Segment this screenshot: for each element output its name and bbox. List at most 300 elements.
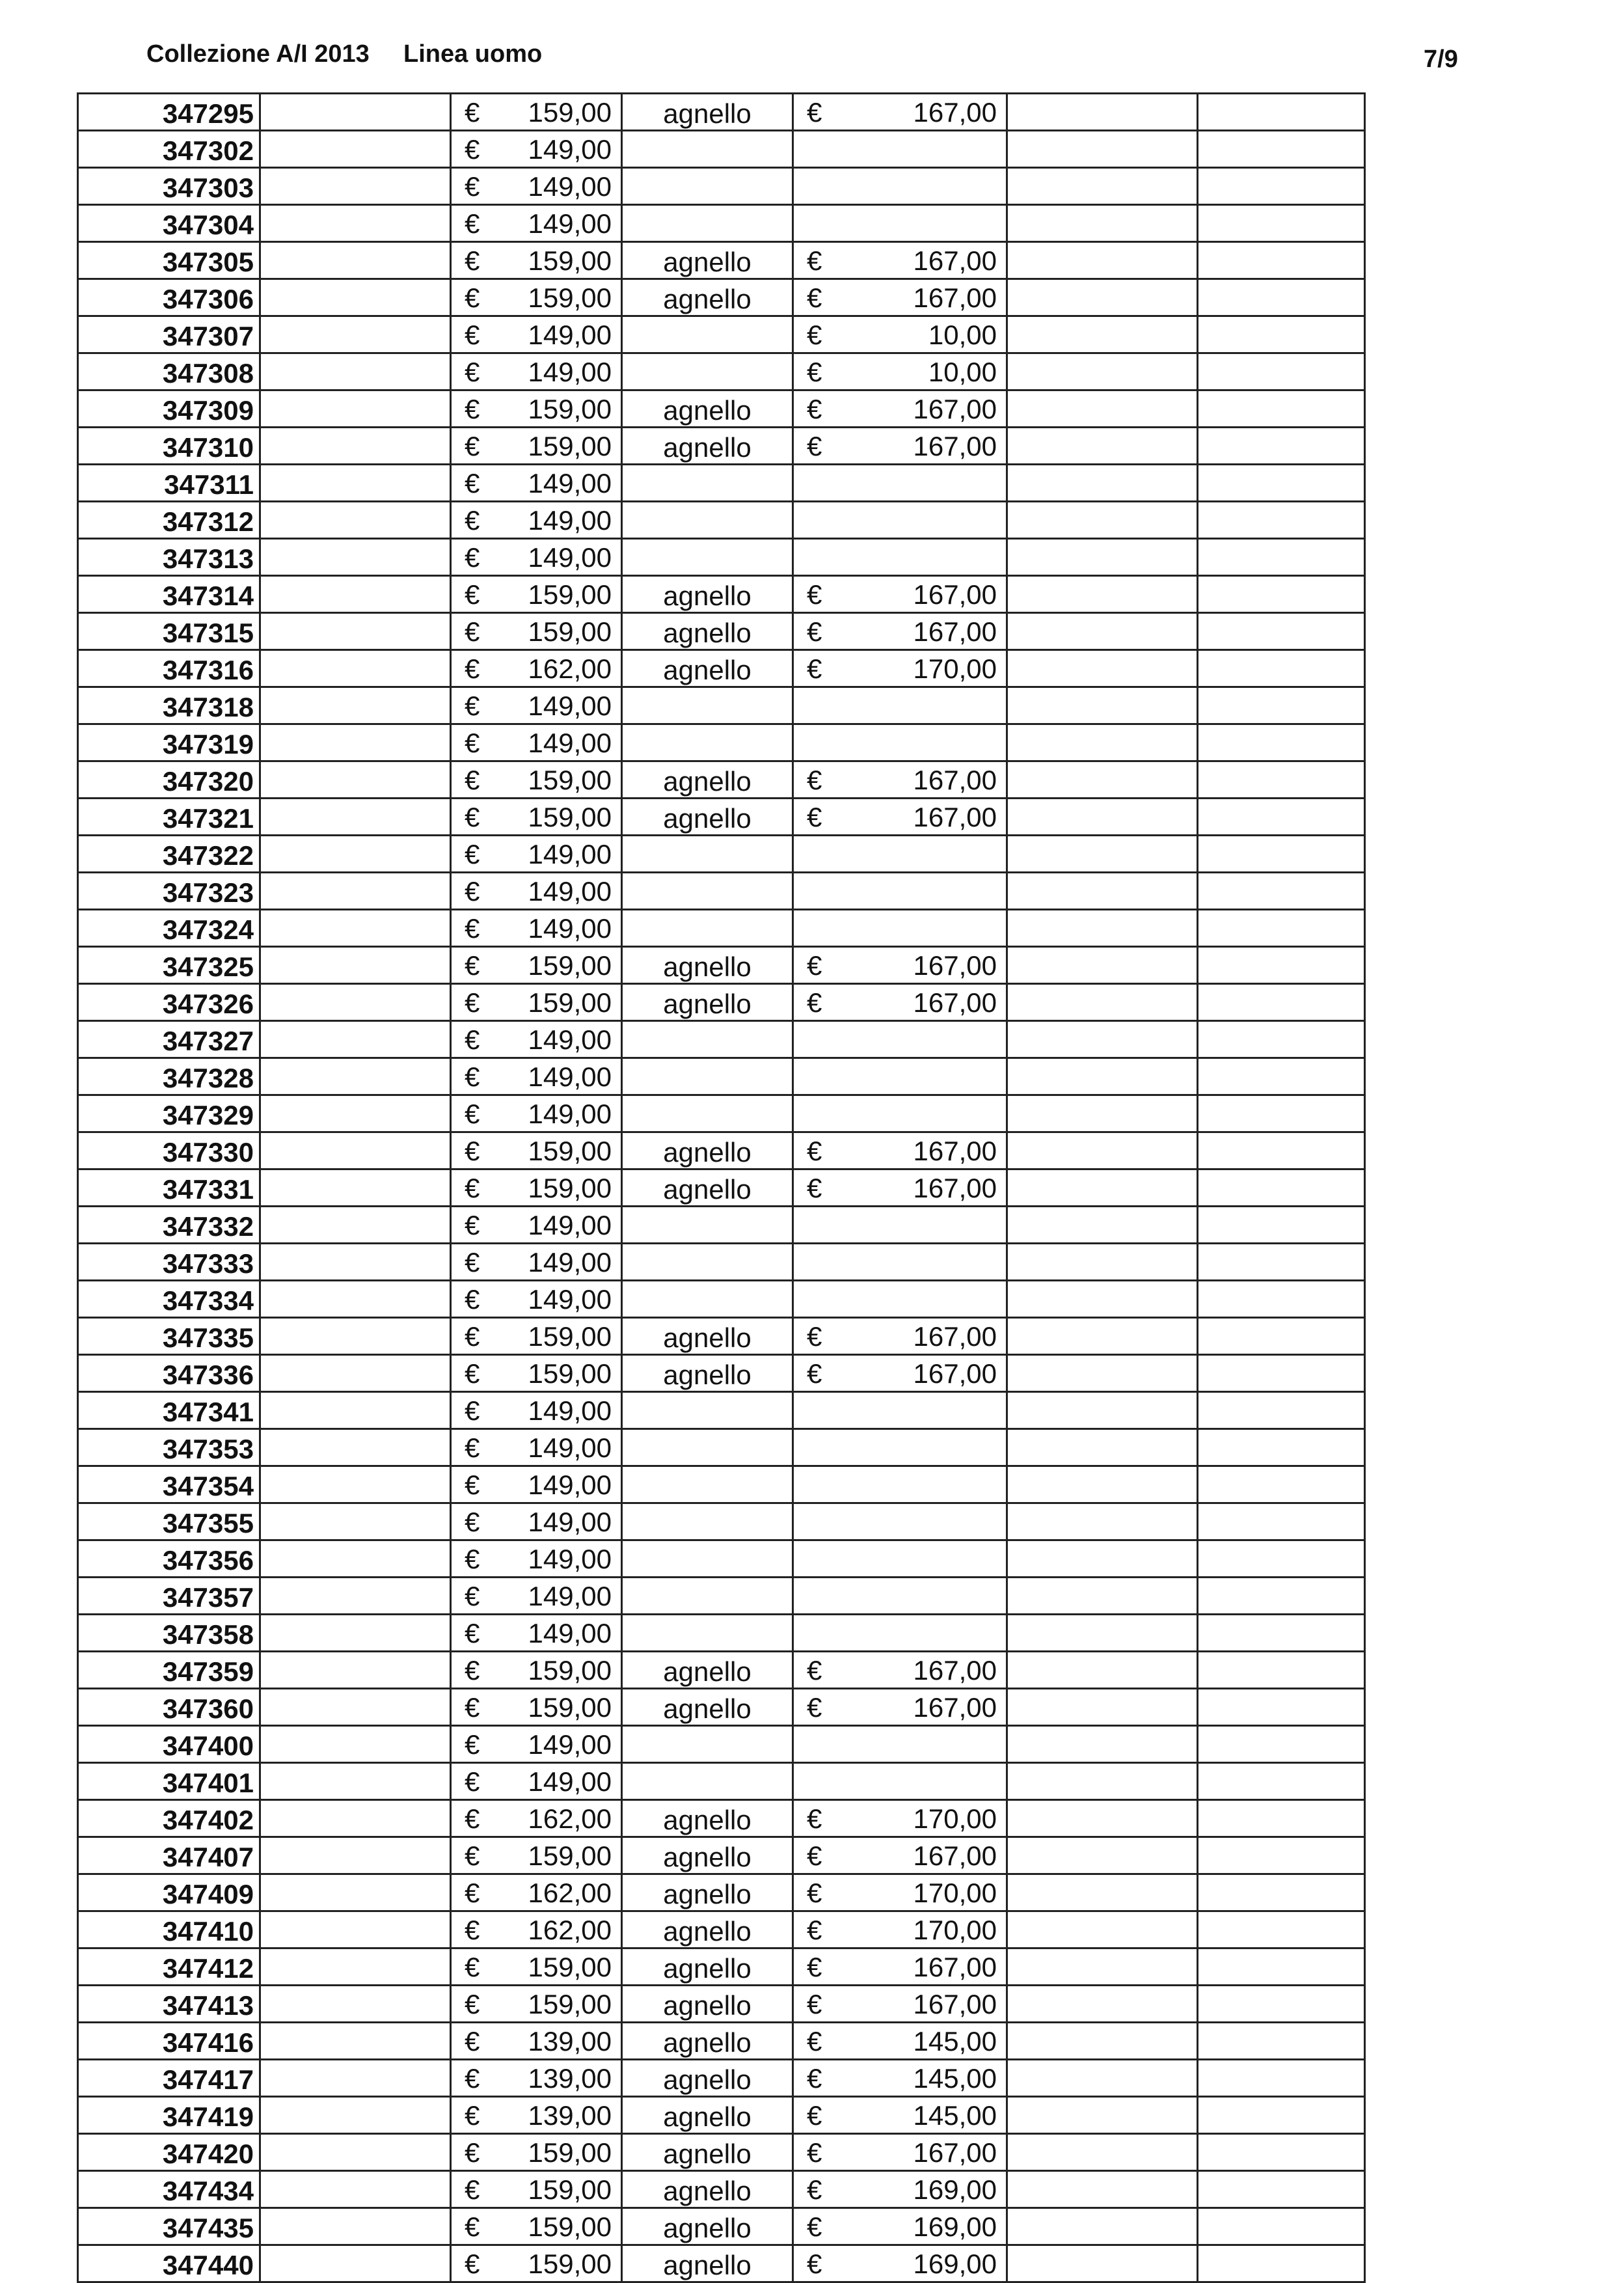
extra-price-value: 167,00 — [913, 2137, 997, 2168]
price-cell — [451, 2245, 622, 2282]
table-row — [78, 1429, 1365, 1466]
price-value: 159,00 — [528, 765, 612, 795]
price-cell — [451, 2134, 622, 2171]
material-cell: agnello — [622, 2097, 793, 2134]
price-value: 149,00 — [528, 1507, 612, 1537]
article-code: 347306 — [78, 279, 260, 316]
empty-cell — [260, 1392, 451, 1429]
article-code: 347318 — [78, 687, 260, 724]
empty-cell — [260, 1540, 451, 1578]
euro-symbol: € — [807, 2137, 822, 2168]
empty-cell — [1198, 1132, 1365, 1169]
empty-cell — [260, 1466, 451, 1503]
empty-cell — [260, 1800, 451, 1837]
article-code: 347313 — [78, 539, 260, 576]
price-cell — [451, 2023, 622, 2060]
euro-symbol: € — [807, 1952, 822, 1982]
euro-symbol: € — [807, 1136, 822, 1166]
table-row — [78, 1132, 1365, 1169]
material-cell — [622, 873, 793, 910]
extra-price-cell — [793, 1281, 1007, 1318]
table-row — [78, 1281, 1365, 1318]
empty-cell — [260, 1986, 451, 2023]
empty-cell — [1007, 724, 1198, 761]
price-cell — [451, 502, 622, 539]
empty-cell — [1007, 279, 1198, 316]
euro-symbol: € — [465, 2100, 480, 2131]
euro-symbol: € — [465, 1803, 480, 1834]
extra-price-cell — [793, 1837, 1007, 1874]
table-row — [78, 205, 1365, 242]
empty-cell — [1007, 576, 1198, 613]
article-code: 347325 — [78, 947, 260, 984]
price-value: 149,00 — [528, 1210, 612, 1240]
table-row — [78, 873, 1365, 910]
article-code: 347332 — [78, 1207, 260, 1244]
table-row — [78, 1392, 1365, 1429]
empty-cell — [1007, 687, 1198, 724]
empty-cell — [1007, 131, 1198, 168]
article-code: 347354 — [78, 1466, 260, 1503]
empty-cell — [1007, 1874, 1198, 1911]
table-row — [78, 2060, 1365, 2097]
extra-price-value: 169,00 — [913, 2211, 997, 2242]
euro-symbol: € — [465, 2249, 480, 2279]
extra-price-cell — [793, 502, 1007, 539]
article-code: 347356 — [78, 1540, 260, 1578]
article-code: 347407 — [78, 1837, 260, 1874]
empty-cell — [260, 1578, 451, 1615]
empty-cell — [1198, 1281, 1365, 1318]
material-cell: agnello — [622, 1948, 793, 1986]
empty-cell — [1007, 2060, 1198, 2097]
extra-price-cell — [793, 687, 1007, 724]
empty-cell — [1198, 502, 1365, 539]
price-cell — [451, 1986, 622, 2023]
price-value: 159,00 — [528, 1358, 612, 1389]
price-value: 159,00 — [528, 1692, 612, 1723]
material-cell — [622, 353, 793, 390]
extra-price-cell — [793, 836, 1007, 873]
price-cell — [451, 873, 622, 910]
euro-symbol: € — [807, 616, 822, 647]
article-code: 347321 — [78, 799, 260, 836]
extra-price-cell — [793, 1318, 1007, 1355]
price-value: 149,00 — [528, 1061, 612, 1092]
empty-cell — [260, 576, 451, 613]
empty-cell — [1198, 428, 1365, 465]
article-code: 347303 — [78, 168, 260, 205]
empty-cell — [1198, 539, 1365, 576]
price-cell — [451, 1169, 622, 1207]
empty-cell — [1198, 465, 1365, 502]
empty-cell — [260, 836, 451, 873]
empty-cell — [260, 131, 451, 168]
extra-price-cell — [793, 2208, 1007, 2245]
material-cell — [622, 1615, 793, 1652]
euro-symbol: € — [465, 579, 480, 610]
table-row — [78, 1021, 1365, 1058]
table-row — [78, 316, 1365, 353]
article-code: 347336 — [78, 1355, 260, 1392]
material-cell — [622, 1281, 793, 1318]
empty-cell — [260, 1948, 451, 1986]
price-value: 149,00 — [528, 468, 612, 499]
empty-cell — [260, 2023, 451, 2060]
empty-cell — [1007, 2245, 1198, 2282]
table-row — [78, 502, 1365, 539]
euro-symbol: € — [807, 1321, 822, 1352]
article-code: 347413 — [78, 1986, 260, 2023]
price-value: 149,00 — [528, 1432, 612, 1463]
euro-symbol: € — [465, 2026, 480, 2057]
table-row — [78, 650, 1365, 687]
empty-cell — [260, 1169, 451, 1207]
material-cell: agnello — [622, 2245, 793, 2282]
extra-price-cell — [793, 1689, 1007, 1726]
empty-cell — [1198, 2171, 1365, 2208]
extra-price-value: 167,00 — [913, 1952, 997, 1982]
extra-price-cell — [793, 279, 1007, 316]
article-code: 347410 — [78, 1911, 260, 1948]
price-cell — [451, 836, 622, 873]
price-value: 149,00 — [528, 839, 612, 869]
empty-cell — [1007, 1986, 1198, 2023]
extra-price-value: 169,00 — [913, 2249, 997, 2279]
material-cell — [622, 205, 793, 242]
euro-symbol: € — [465, 542, 480, 573]
price-value: 149,00 — [528, 1247, 612, 1278]
extra-price-cell — [793, 799, 1007, 836]
price-cell — [451, 1578, 622, 1615]
euro-symbol: € — [807, 1655, 822, 1686]
price-value: 159,00 — [528, 2249, 612, 2279]
table-row — [78, 1800, 1365, 1837]
material-cell — [622, 1429, 793, 1466]
euro-symbol: € — [807, 2211, 822, 2242]
table-row — [78, 1503, 1365, 1540]
price-cell — [451, 1318, 622, 1355]
extra-price-value: 170,00 — [913, 1803, 997, 1834]
empty-cell — [1198, 947, 1365, 984]
empty-cell — [260, 1874, 451, 1911]
euro-symbol: € — [465, 1878, 480, 1908]
euro-symbol: € — [465, 987, 480, 1018]
extra-price-cell — [793, 947, 1007, 984]
empty-cell — [260, 984, 451, 1021]
empty-cell — [260, 1652, 451, 1689]
empty-cell — [260, 650, 451, 687]
extra-price-value: 167,00 — [913, 431, 997, 461]
euro-symbol: € — [807, 802, 822, 832]
price-value: 159,00 — [528, 579, 612, 610]
extra-price-value: 167,00 — [913, 1840, 997, 1871]
table-row — [78, 1466, 1365, 1503]
empty-cell — [1007, 947, 1198, 984]
extra-price-cell — [793, 650, 1007, 687]
euro-symbol: € — [807, 2063, 822, 2094]
price-value: 149,00 — [528, 1284, 612, 1315]
empty-cell — [1198, 1689, 1365, 1726]
empty-cell — [1007, 1244, 1198, 1281]
empty-cell — [1198, 390, 1365, 428]
material-cell: agnello — [622, 279, 793, 316]
empty-cell — [1198, 1207, 1365, 1244]
price-value: 149,00 — [528, 505, 612, 536]
material-cell — [622, 1540, 793, 1578]
euro-symbol: € — [465, 1507, 480, 1537]
empty-cell — [1198, 205, 1365, 242]
extra-price-cell — [793, 1466, 1007, 1503]
price-cell — [451, 1058, 622, 1095]
material-cell — [622, 1095, 793, 1132]
empty-cell — [1198, 1244, 1365, 1281]
price-value: 149,00 — [528, 357, 612, 387]
empty-cell — [260, 502, 451, 539]
extra-price-value: 167,00 — [913, 802, 997, 832]
extra-price-value: 167,00 — [913, 987, 997, 1018]
extra-price-cell — [793, 1021, 1007, 1058]
article-code: 347412 — [78, 1948, 260, 1986]
extra-price-cell — [793, 984, 1007, 1021]
table-row — [78, 1578, 1365, 1615]
material-cell: agnello — [622, 613, 793, 650]
article-code: 347324 — [78, 910, 260, 947]
material-cell: agnello — [622, 761, 793, 799]
extra-price-value: 167,00 — [913, 616, 997, 647]
empty-cell — [1198, 1021, 1365, 1058]
empty-cell — [260, 390, 451, 428]
material-cell: agnello — [622, 94, 793, 131]
euro-symbol: € — [465, 616, 480, 647]
price-cell — [451, 205, 622, 242]
empty-cell — [1198, 1540, 1365, 1578]
price-cell — [451, 799, 622, 836]
price-cell — [451, 279, 622, 316]
material-cell: agnello — [622, 650, 793, 687]
empty-cell — [1007, 1132, 1198, 1169]
extra-price-cell — [793, 168, 1007, 205]
extra-price-cell — [793, 1207, 1007, 1244]
price-cell — [451, 1615, 622, 1652]
price-cell — [451, 724, 622, 761]
empty-cell — [1007, 2171, 1198, 2208]
price-value: 162,00 — [528, 1878, 612, 1908]
table-row — [78, 465, 1365, 502]
table-row — [78, 799, 1365, 836]
extra-price-cell — [793, 2245, 1007, 2282]
price-cell — [451, 1466, 622, 1503]
extra-price-cell — [793, 1874, 1007, 1911]
extra-price-value: 145,00 — [913, 2063, 997, 2094]
price-cell — [451, 687, 622, 724]
euro-symbol: € — [807, 1840, 822, 1871]
table-row — [78, 1169, 1365, 1207]
price-value: 149,00 — [528, 1581, 612, 1611]
price-cell — [451, 984, 622, 1021]
article-code: 347400 — [78, 1726, 260, 1763]
extra-price-value: 170,00 — [913, 1915, 997, 1945]
price-table — [77, 92, 1366, 2283]
euro-symbol: € — [465, 1284, 480, 1315]
euro-symbol: € — [807, 320, 822, 350]
euro-symbol: € — [465, 1952, 480, 1982]
table-row — [78, 94, 1365, 131]
empty-cell — [1198, 242, 1365, 279]
empty-cell — [1198, 2134, 1365, 2171]
empty-cell — [260, 873, 451, 910]
extra-price-value: 167,00 — [913, 1989, 997, 2019]
price-value: 149,00 — [528, 1099, 612, 1129]
price-value: 149,00 — [528, 134, 612, 165]
empty-cell — [1007, 353, 1198, 390]
article-code: 347416 — [78, 2023, 260, 2060]
article-code: 347295 — [78, 94, 260, 131]
table-row — [78, 2245, 1365, 2282]
empty-cell — [1198, 799, 1365, 836]
table-row — [78, 2097, 1365, 2134]
article-code: 347308 — [78, 353, 260, 390]
material-cell: agnello — [622, 428, 793, 465]
euro-symbol: € — [807, 1878, 822, 1908]
euro-symbol: € — [465, 1766, 480, 1797]
extra-price-cell — [793, 761, 1007, 799]
extra-price-cell — [793, 1392, 1007, 1429]
empty-cell — [1007, 316, 1198, 353]
table-row — [78, 242, 1365, 279]
euro-symbol: € — [465, 282, 480, 313]
price-cell — [451, 1281, 622, 1318]
empty-cell — [1198, 2245, 1365, 2282]
extra-price-value: 169,00 — [913, 2174, 997, 2205]
empty-cell — [1198, 650, 1365, 687]
material-cell — [622, 539, 793, 576]
euro-symbol: € — [465, 468, 480, 499]
extra-price-cell — [793, 2060, 1007, 2097]
extra-price-cell — [793, 1578, 1007, 1615]
empty-cell — [1198, 168, 1365, 205]
price-cell — [451, 1911, 622, 1948]
extra-price-cell — [793, 1058, 1007, 1095]
empty-cell — [1198, 873, 1365, 910]
empty-cell — [1007, 1911, 1198, 1948]
euro-symbol: € — [465, 1840, 480, 1871]
table-row — [78, 1763, 1365, 1800]
table-row — [78, 1986, 1365, 2023]
empty-cell — [1198, 1800, 1365, 1837]
table-row — [78, 1615, 1365, 1652]
extra-price-cell — [793, 1800, 1007, 1837]
price-cell — [451, 1503, 622, 1540]
table-row — [78, 1726, 1365, 1763]
article-code: 347320 — [78, 761, 260, 799]
table-row — [78, 1948, 1365, 1986]
empty-cell — [1007, 539, 1198, 576]
price-cell — [451, 428, 622, 465]
empty-cell — [1198, 1503, 1365, 1540]
empty-cell — [1007, 1429, 1198, 1466]
empty-cell — [260, 910, 451, 947]
empty-cell — [260, 1021, 451, 1058]
extra-price-value: 10,00 — [928, 357, 997, 387]
extra-price-cell — [793, 2097, 1007, 2134]
extra-price-cell — [793, 2171, 1007, 2208]
empty-cell — [1007, 1652, 1198, 1689]
extra-price-value: 167,00 — [913, 282, 997, 313]
material-cell: agnello — [622, 2134, 793, 2171]
empty-cell — [1007, 650, 1198, 687]
euro-symbol: € — [465, 1989, 480, 2019]
empty-cell — [1198, 1986, 1365, 2023]
euro-symbol: € — [465, 357, 480, 387]
empty-cell — [1007, 2208, 1198, 2245]
article-code: 347327 — [78, 1021, 260, 1058]
material-cell — [622, 1392, 793, 1429]
material-cell: agnello — [622, 1355, 793, 1392]
extra-price-value: 167,00 — [913, 765, 997, 795]
empty-cell — [1007, 799, 1198, 836]
price-value: 139,00 — [528, 2063, 612, 2094]
extra-price-cell — [793, 1726, 1007, 1763]
price-cell — [451, 1207, 622, 1244]
empty-cell — [1198, 984, 1365, 1021]
price-value: 159,00 — [528, 987, 612, 1018]
price-value: 149,00 — [528, 1618, 612, 1648]
article-code: 347417 — [78, 2060, 260, 2097]
article-code: 347435 — [78, 2208, 260, 2245]
euro-symbol: € — [465, 505, 480, 536]
material-cell: agnello — [622, 1652, 793, 1689]
extra-price-value: 145,00 — [913, 2026, 997, 2057]
extra-price-cell — [793, 428, 1007, 465]
article-code: 347330 — [78, 1132, 260, 1169]
empty-cell — [260, 1095, 451, 1132]
euro-symbol: € — [465, 394, 480, 424]
price-value: 159,00 — [528, 2174, 612, 2205]
extra-price-cell — [793, 2023, 1007, 2060]
euro-symbol: € — [807, 1692, 822, 1723]
material-cell: agnello — [622, 947, 793, 984]
empty-cell — [260, 1355, 451, 1392]
price-value: 139,00 — [528, 2026, 612, 2057]
empty-cell — [260, 316, 451, 353]
price-cell — [451, 1689, 622, 1726]
euro-symbol: € — [465, 2137, 480, 2168]
empty-cell — [260, 799, 451, 836]
empty-cell — [1007, 910, 1198, 947]
empty-cell — [1198, 761, 1365, 799]
extra-price-value: 167,00 — [913, 1655, 997, 1686]
page-header — [0, 40, 1624, 79]
euro-symbol: € — [807, 1989, 822, 2019]
empty-cell — [1198, 1169, 1365, 1207]
price-cell — [451, 2097, 622, 2134]
euro-symbol: € — [465, 245, 480, 276]
empty-cell — [260, 2134, 451, 2171]
extra-price-value: 170,00 — [913, 653, 997, 684]
euro-symbol: € — [465, 1061, 480, 1092]
price-cell — [451, 576, 622, 613]
empty-cell — [260, 168, 451, 205]
price-value: 159,00 — [528, 616, 612, 647]
euro-symbol: € — [807, 97, 822, 128]
article-code: 347335 — [78, 1318, 260, 1355]
empty-cell — [260, 1837, 451, 1874]
euro-symbol: € — [465, 1915, 480, 1945]
article-code: 347305 — [78, 242, 260, 279]
extra-price-cell — [793, 873, 1007, 910]
euro-symbol: € — [465, 950, 480, 981]
